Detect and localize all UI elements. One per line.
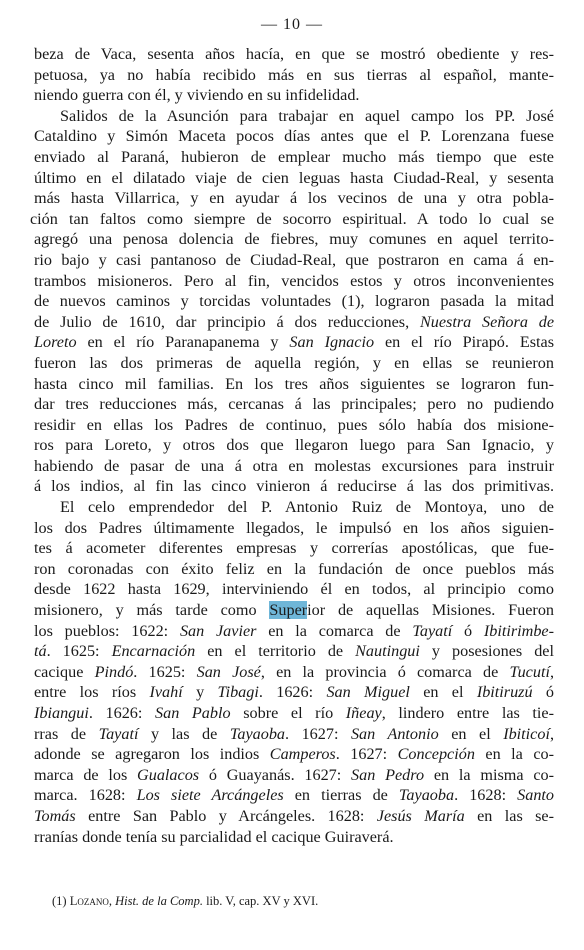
text-line: rranías donde tenía su parcialidad el cacique Guiraverá. — [34, 827, 394, 846]
text-line: los dos Padres últimamente llegados, le impulsó en los años siguien- — [34, 518, 554, 537]
text-line: último en el dilatado viaje de cien leguas hasta Ciudad-Real, y sesenta — [34, 168, 554, 187]
text-line: niendo guerra con él, y viviendo en su infidelidad. — [34, 86, 360, 105]
text-line: Ibiangui. 1626: San Pablo sobre el río Iñeay, lindero entre las tie- — [34, 704, 554, 722]
text-line: de Julio de 1610, dar principio á dos reducciones, Nuestra Señora de — [34, 312, 555, 331]
text-line: habiendo de pasar de una á otra en molestas excursiones para instruir — [34, 456, 554, 475]
search-highlight[interactable]: Super — [269, 601, 308, 620]
text-line: ros para Loreto, y otros dos que llegaron luego para San Ignacio, y — [34, 436, 554, 455]
text-line: Salidos de la Asunción para trabajar en aquel campo los PP. José — [60, 106, 554, 125]
text-line: dar tres reducciones más, cercanas á las principales; pero no pudiendo — [34, 395, 554, 414]
text-line: de nuevos caminos y torcidas voluntades (1), lograron pasada la mitad — [34, 292, 554, 311]
text-line: entre los ríos Ivahí y Tibagi. 1626: San Miguel en el Ibitiruzú ó — [34, 683, 554, 702]
text-line: más hasta Villarrica, y en ayudar á los vecinos de una y otra pobla- — [34, 189, 554, 208]
text-line: marca. 1628: Los siete Arcángeles en tierras de Tayaoba. 1628: Santo — [34, 786, 554, 805]
text-line: petuosa, ya no había recibido más en sus tierras al español, mante- — [34, 65, 554, 84]
body-text — [30, 44, 555, 847]
text-line: agregó una penosa dolencia de fiebres, muy comunes en aquel territo- — [34, 230, 554, 249]
text-line: Cataldino y Simón Maceta pocos días antes que el P. Lorenzana fuese — [34, 127, 554, 146]
text-line: rio bajo y casi pantanoso de Ciudad-Real, que postraron en cama á en- — [34, 250, 554, 269]
text-line: misionero, y más tarde como Superior de aquellas Misiones. Fueron — [34, 601, 555, 620]
text-line: rras de Tayatí y las de Tayaoba. 1627: San Antonio en el Ibiticoí, — [34, 724, 555, 743]
text-line: ción tan faltos como siempre de socorro espiritual. A todo lo cual se — [30, 209, 554, 228]
text-line: marca de los Gualacos ó Guayanás. 1627: San Pedro en la misma co- — [34, 765, 554, 784]
text-line: residir en ellas los Padres de continuo, pues sólo había dos misione- — [34, 415, 554, 434]
text-line: enviado al Paraná, hubieron de emplear mucho más tiempo que este — [34, 147, 554, 166]
text-line: los pueblos: 1622: San Javier en la comarca de Tayatí ó Ibitirimbe- — [34, 621, 555, 640]
text-line: beza de Vaca, sesenta años hacía, en que se mostró obediente y res- — [34, 45, 554, 63]
footnote-ref: lib. V, cap. XV y XVI. — [206, 894, 319, 908]
text-line: tes á acometer diferentes empresas y correrías apostólicas, que fue- — [34, 539, 554, 558]
text-line: adonde se agregaron los indios Camperos. 1627: Concepción en la co- — [34, 745, 554, 764]
text-line: Tomás entre San Pablo y Arcángeles. 1628: Jesús María en las se- — [34, 806, 554, 825]
footnote-author: Lozano — [69, 894, 109, 908]
text-line: desde 1622 hasta 1629, interviniendo él en todos, al principio como — [34, 580, 554, 599]
text-line: hasta cinco mil familias. En los tres años siguientes se lograron fun- — [34, 374, 554, 393]
text-line: ron coronadas con éxito feliz en la fundación de once pueblos más — [34, 559, 554, 578]
text-line: á los indios, al fin las cinco vinieron á reducirse á las dos primitivas. — [34, 477, 554, 496]
text-line: El celo emprendedor del P. Antonio Ruiz de Montoya, uno de — [60, 498, 554, 517]
footnote-work: Hist. de la Comp. — [115, 894, 203, 908]
footnote-marker: (1) — [52, 894, 67, 908]
text-line: Loreto en el río Paranapanema y San Ignacio en el río Pirapó. Estas — [34, 333, 555, 352]
text-line: cacique Pindó. 1625: San José, en la provincia ó comarca de Tucutí, — [34, 662, 554, 681]
footnote: (1) Lozano, Hist. de la Comp. lib. V, cap. XV y XVI. — [52, 894, 319, 908]
text-line: trambos misioneros. Pero al fin, vencidos estos y otros inconvenientes — [34, 271, 554, 290]
text-line: tá. 1625: Encarnación en el territorio de Nautingui y posesiones del — [34, 642, 554, 661]
text-line: fueron las dos primeras de aquella región, y en ellas se reunieron — [34, 353, 554, 372]
page-number: — 10 — — [261, 16, 323, 33]
